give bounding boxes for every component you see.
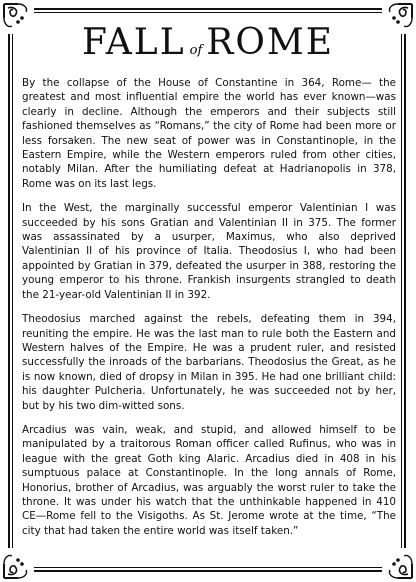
title-connector: of — [189, 42, 203, 58]
paragraph: By the collapse of the House of Constantine in 364, Rome— the greatest and most influential empire the world has ever known—was clearly in decline. Although the emperors and their subjects still fashioned themselves as “Romans,” the city of Rome had been more or less forsaken. The new seat of power was in Constantinople, in the Eastern Empire, while the Western emperors ruled from other cities, notably Milan. After the humiliating defeat at Hadrianopolis in 378, Rome was on its last legs. — [22, 77, 396, 190]
corner-ornament-icon — [382, 548, 416, 582]
article-body — [22, 76, 396, 548]
title-right: ROME — [206, 22, 335, 63]
title-left: FALL — [81, 22, 186, 63]
corner-ornament-icon — [0, 548, 34, 582]
page-title — [0, 22, 416, 63]
paragraph: Theodosius marched against the rebels, defeating them in 394, reuniting the empire. He was the last man to rule both the Eastern and Western halves of the Empire. He was a prudent ruler, and resisted successfully the inroads of the barbarians. Theodosius the Great, as he is now known, died of dropsy in Milan in 395. He had one brilliant child: his daughter Pulcheria. Unfortunately, he was succeeded not by her, but by his two dim-witted sons. — [22, 313, 396, 412]
paragraph: Arcadius was vain, weak, and stupid, and allowed himself to be manipulated by a traitorous Roman officer called Rufinus, who was in league with the great Goth king Alaric. Arcadius died in 408 in his sumptuous palace at Constantinople. In the long annals of Rome, Honorius, brother of Arcadius, was arguably the worst ruler to take the throne. It was under his watch that the unthinkable happened in 410 CE—Rome fell to the Visigoths. As St. Jerome wrote at the time, “The city that had taken the entire world was itself taken.” — [22, 423, 396, 537]
paragraph: In the West, the marginally successful emperor Valentinian I was succeeded by his sons Gratian and Valentinian II in 375. The former was assassinated by a usurper, Maximus, who also deprived Valentinian II of his province of Italia. Theodosius I, who had been appointed by Gratian in 379, defeated the usurper in 388, restoring the young emperor to his throne. Frankish insurgents strangled to death the 21-year-old Valentinian II in 392. — [22, 202, 396, 301]
